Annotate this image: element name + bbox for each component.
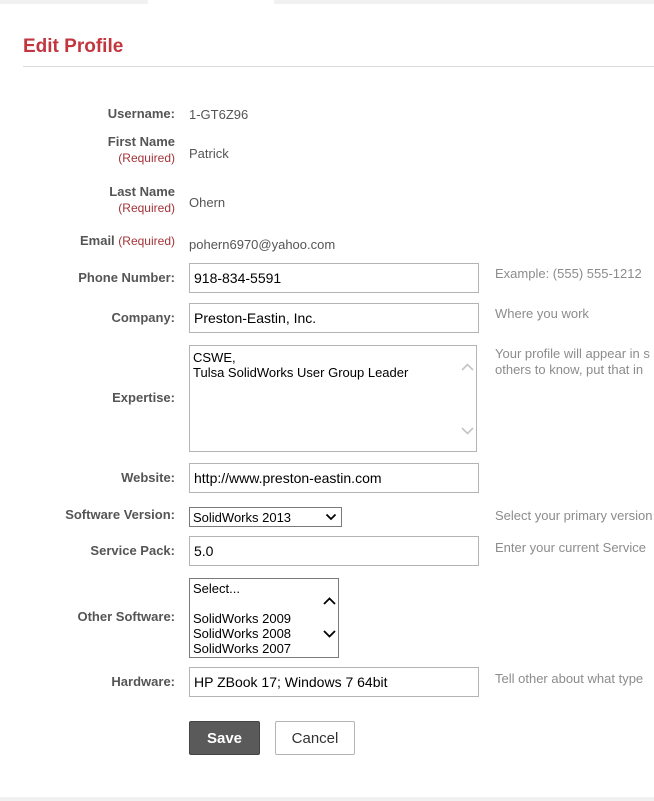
hardware-label: Hardware: [111, 674, 175, 689]
scroll-up-icon[interactable] [459, 358, 476, 375]
phone-label: Phone Number: [78, 270, 175, 285]
list-item[interactable]: SolidWorks 2008 [193, 626, 292, 641]
scroll-up-icon[interactable] [321, 592, 338, 609]
service-pack-input[interactable] [189, 536, 479, 566]
list-item[interactable]: SolidWorks 2009 [193, 611, 292, 626]
company-hint: Where you work [495, 306, 589, 321]
website-input[interactable] [189, 463, 479, 493]
first-name-required: (Required) [118, 151, 175, 165]
software-version-select[interactable] [189, 507, 342, 527]
website-label: Website: [121, 470, 175, 485]
email-value: pohern6970@yahoo.com [189, 237, 336, 252]
first-name-label-text: First Name [107, 134, 175, 149]
list-item[interactable]: SolidWorks 2007 [193, 641, 292, 656]
expertise-text: CSWE, Tulsa SolidWorks User Group Leader [193, 350, 409, 380]
hardware-input[interactable] [189, 667, 479, 697]
software-version-selected: SolidWorks 2013 [193, 510, 292, 525]
scroll-down-icon[interactable] [459, 422, 476, 439]
first-name-label [108, 134, 175, 166]
last-name-label-text: Last Name [109, 184, 175, 199]
title-divider [23, 66, 654, 67]
save-button[interactable]: Save [189, 721, 260, 755]
expertise-label: Expertise: [112, 390, 175, 405]
list-item[interactable]: Select... [193, 581, 240, 596]
expertise-textarea[interactable] [189, 345, 477, 452]
last-name-required: (Required) [118, 201, 175, 215]
service-pack-label: Service Pack: [90, 543, 175, 558]
phone-input[interactable] [189, 263, 479, 293]
email-label-text: Email [79, 233, 115, 248]
username-label: Username: [107, 106, 175, 121]
first-name-value: Patrick [189, 146, 229, 161]
email-required: (Required) [118, 234, 175, 248]
expertise-scrollbar[interactable] [459, 346, 476, 451]
chevron-down-icon[interactable] [322, 509, 340, 525]
service-pack-hint: Enter your current Service [495, 540, 647, 555]
company-input[interactable] [189, 303, 479, 333]
other-software-scrollbar[interactable] [321, 579, 338, 657]
company-label: Company: [111, 310, 175, 325]
scroll-down-icon[interactable] [321, 625, 338, 642]
phone-hint: Example: (555) 555-1212 [495, 266, 642, 281]
edit-profile-panel [0, 4, 654, 797]
email-label [80, 233, 175, 249]
page-title: Edit Profile [23, 36, 124, 57]
last-name-label [109, 184, 175, 216]
expertise-hint-line2: others to know, put that in [495, 362, 644, 377]
cancel-button[interactable]: Cancel [275, 721, 355, 755]
expertise-hint-line1: Your profile will appear in s [495, 346, 650, 361]
username-value: 1-GT6Z96 [189, 107, 249, 122]
last-name-value: Ohern [189, 195, 226, 210]
other-software-listbox[interactable] [189, 578, 339, 658]
software-version-hint: Select your primary version [495, 508, 653, 523]
hardware-hint: Tell other about what type [495, 671, 644, 686]
other-software-label: Other Software: [77, 609, 175, 624]
software-version-label: Software Version: [65, 507, 175, 522]
